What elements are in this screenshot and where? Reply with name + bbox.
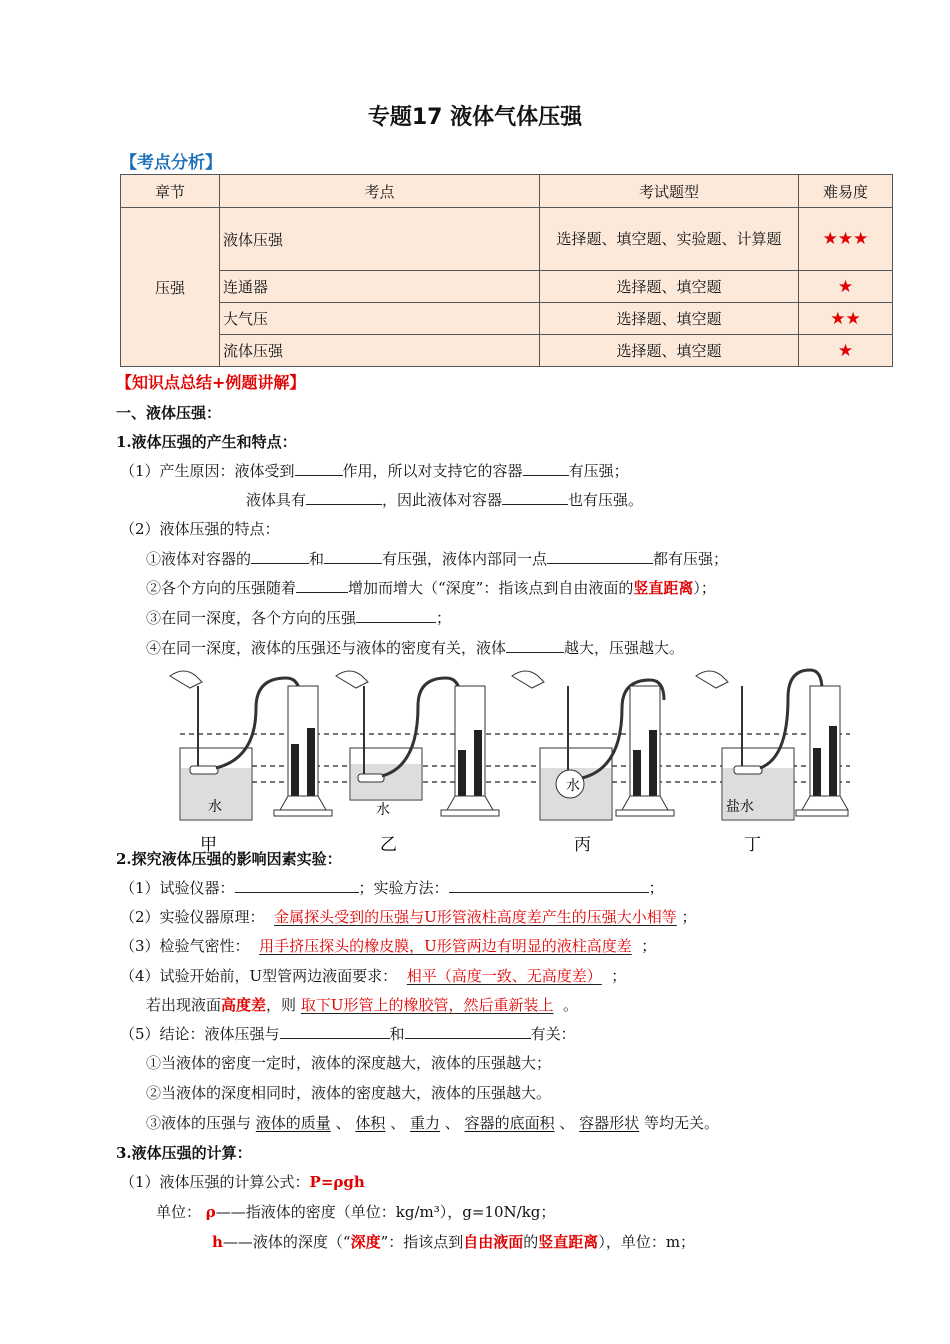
feature-1 (146, 548, 728, 569)
exam-point-table (120, 174, 893, 367)
analysis-header: 【考点分析】 (120, 153, 222, 173)
table-row (121, 271, 893, 303)
text: （3）检验气密性： (120, 937, 250, 955)
text: 也有压强。 (568, 491, 644, 509)
conclusion-3 (146, 1112, 719, 1133)
text: ——指液体的密度（单位：kg/m³），g=10N/kg； (215, 1203, 556, 1221)
fill-blank (306, 490, 382, 505)
text: （2）实验仪器原理： (120, 908, 265, 926)
exp-line-1 (120, 877, 664, 898)
answer: 用手挤压探头的橡皮膜，U形管两边有明显的液柱高度差 (259, 937, 632, 955)
point-cell: 流体压强 (220, 335, 540, 367)
text: ，因此液体对容器 (382, 491, 503, 509)
fill-blank (547, 549, 653, 564)
exp-line-4 (120, 965, 626, 986)
table-row (121, 208, 893, 271)
text: ③在同一深度，各个方向的压强 (146, 609, 357, 627)
text: 和 (389, 1025, 405, 1043)
text: ）； (693, 579, 716, 597)
symbol: h (212, 1233, 223, 1251)
feature-2 (146, 577, 716, 598)
answer: 重力 (409, 1114, 440, 1132)
text: 作用，所以对支持它的容器 (342, 462, 523, 480)
text: 有关： (530, 1025, 576, 1043)
text: 等均无关。 (643, 1114, 719, 1132)
difficulty-cell: ★★★ (799, 208, 893, 271)
liquid-label: 水 (208, 799, 222, 815)
unit-rho-line (156, 1201, 555, 1222)
manometer-experiment-figure (150, 656, 850, 856)
fill-blank (502, 490, 568, 505)
fill-blank (523, 461, 569, 476)
exp-line-3 (120, 935, 656, 956)
text: ——液体的深度（“ (222, 1233, 351, 1251)
unit-h-line (212, 1231, 695, 1252)
difficulty-cell: ★ (799, 335, 893, 367)
text: 有压强； (568, 462, 629, 480)
figure-label: 丁 (744, 835, 761, 855)
text: 越大，压强越大。 (564, 639, 685, 657)
fill-blank (506, 638, 564, 653)
text: 若出现液面 (146, 996, 222, 1014)
apparatus-yi (336, 671, 499, 855)
answer: 相平（高度一致、无高度差） (406, 967, 602, 985)
table-header-cell: 章节 (121, 175, 220, 208)
text: ； (681, 908, 697, 926)
text: ②各个方向的压强随着 (146, 579, 297, 597)
point-cell: 连通器 (220, 271, 540, 303)
liquid-label: 水 (566, 778, 580, 794)
apparatus-bing (512, 671, 674, 855)
text: 液体具有 (246, 491, 307, 509)
exp-line-2 (120, 906, 697, 927)
highlight: 自由液面 (463, 1233, 524, 1251)
text: 有压强，液体内部同一点 (382, 550, 548, 568)
fill-blank (324, 549, 382, 564)
answer: 体积 (355, 1114, 386, 1132)
text: 和 (309, 550, 325, 568)
highlight: 竖直距离 (538, 1233, 599, 1251)
figure-label: 乙 (380, 835, 397, 855)
separator: 、 (444, 1114, 460, 1132)
text: （4）试验开始前，U型管两边液面要求： (120, 967, 398, 985)
text: ④在同一深度，液体的压强还与液体的密度有关，液体 (146, 639, 507, 657)
text: 增加而增大（“深度”：指该点到自由液面的 (348, 579, 634, 597)
text: ），单位：m； (598, 1233, 696, 1251)
subsection-title: 1.液体压强的产生和特点： (116, 433, 297, 451)
fill-blank (356, 608, 436, 623)
liquid-label: 水 (376, 802, 390, 818)
text: ； (641, 937, 657, 955)
answer: 容器的底面积 (464, 1114, 555, 1132)
text: ①液体对容器的 (146, 550, 252, 568)
conclusion-1: ①当液体的密度一定时，液体的深度越大，液体的压强越大； (146, 1054, 552, 1072)
highlight: 深度 (350, 1233, 381, 1251)
difficulty-cell: ★ (799, 271, 893, 303)
apparatus-ding (696, 670, 848, 855)
separator: 、 (335, 1114, 351, 1132)
answer: 取下U形管上的橡胶管，然后重新装上 (300, 996, 554, 1014)
type-cell: 选择题、填空题 (540, 303, 799, 335)
page-title: 专题17 液体气体压强 (367, 105, 583, 130)
apparatus-jia (170, 671, 332, 855)
text: 。 (563, 996, 579, 1014)
difficulty-cell: ★★ (799, 303, 893, 335)
answer: 液体的质量 (255, 1114, 331, 1132)
fill-blank (449, 878, 649, 893)
feature-3 (146, 607, 451, 628)
subsection-title: 2.探究液体压强的影响因素实验： (116, 850, 342, 868)
fill-blank (280, 1024, 390, 1039)
fill-blank (295, 461, 343, 476)
table-row (121, 335, 893, 367)
table-header-row (121, 175, 893, 208)
type-cell: 选择题、填空题、实验题、计算题 (540, 208, 799, 271)
text: （1）液体压强的计算公式： (120, 1173, 310, 1191)
feature-4 (146, 637, 684, 658)
answer: 金属探头受到的压强与U形管液柱高度差产生的压强大小相等 (274, 908, 677, 926)
table-row (121, 303, 893, 335)
subsection-title: 3.液体压强的计算： (116, 1144, 252, 1162)
point-cell: 液体压强 (220, 208, 540, 271)
fill-blank (235, 878, 359, 893)
conclusion-2: ②当液体的深度相同时，液体的密度越大，液体的压强越大。 (146, 1084, 552, 1102)
type-cell: 选择题、填空题 (540, 335, 799, 367)
answer: 容器形状 (579, 1114, 640, 1132)
fluidity-line (246, 489, 643, 510)
text: ，则 (266, 996, 297, 1014)
exp-line-6 (120, 1023, 576, 1044)
exp-line-5 (146, 994, 578, 1015)
text: （1）试验仪器： (120, 879, 235, 897)
table-header-cell: 考试题型 (540, 175, 799, 208)
text: ； (648, 879, 664, 897)
symbol: ρ (205, 1203, 216, 1221)
liquid-label: 盐水 (726, 799, 754, 815)
knowledge-header: 【知识点总结+例题讲解】 (116, 373, 306, 392)
text: （5）结论：液体压强与 (120, 1025, 280, 1043)
separator: 、 (559, 1114, 575, 1132)
fill-blank (296, 578, 348, 593)
text: （1）产生原因：液体受到 (120, 462, 295, 480)
text: ③液体的压强与 (146, 1114, 252, 1132)
chapter-cell: 压强 (121, 208, 220, 367)
text: ”：指该点到 (380, 1233, 464, 1251)
text: ；实验方法： (358, 879, 449, 897)
highlight: 高度差 (221, 996, 267, 1014)
table-header-cell: 考点 (220, 175, 540, 208)
fill-blank (405, 1024, 531, 1039)
text: 单位： (156, 1203, 202, 1221)
table-header-cell: 难易度 (799, 175, 893, 208)
text: ； (611, 967, 627, 985)
separator: 、 (390, 1114, 406, 1132)
features-title: （2）液体压强的特点： (120, 520, 280, 538)
text: 的 (523, 1233, 539, 1251)
point-cell: 大气压 (220, 303, 540, 335)
highlight: 竖直距离 (633, 579, 694, 597)
cause-line (120, 460, 629, 481)
type-cell: 选择题、填空题 (540, 271, 799, 303)
section-heading: 一、液体压强： (116, 404, 222, 422)
text: 都有压强； (653, 550, 729, 568)
figure-label: 丙 (574, 835, 591, 855)
fill-blank (251, 549, 309, 564)
text: ； (436, 609, 452, 627)
figure-label: 甲 (200, 835, 217, 855)
formula-line (120, 1171, 365, 1192)
formula: P=ρgh (309, 1173, 365, 1191)
